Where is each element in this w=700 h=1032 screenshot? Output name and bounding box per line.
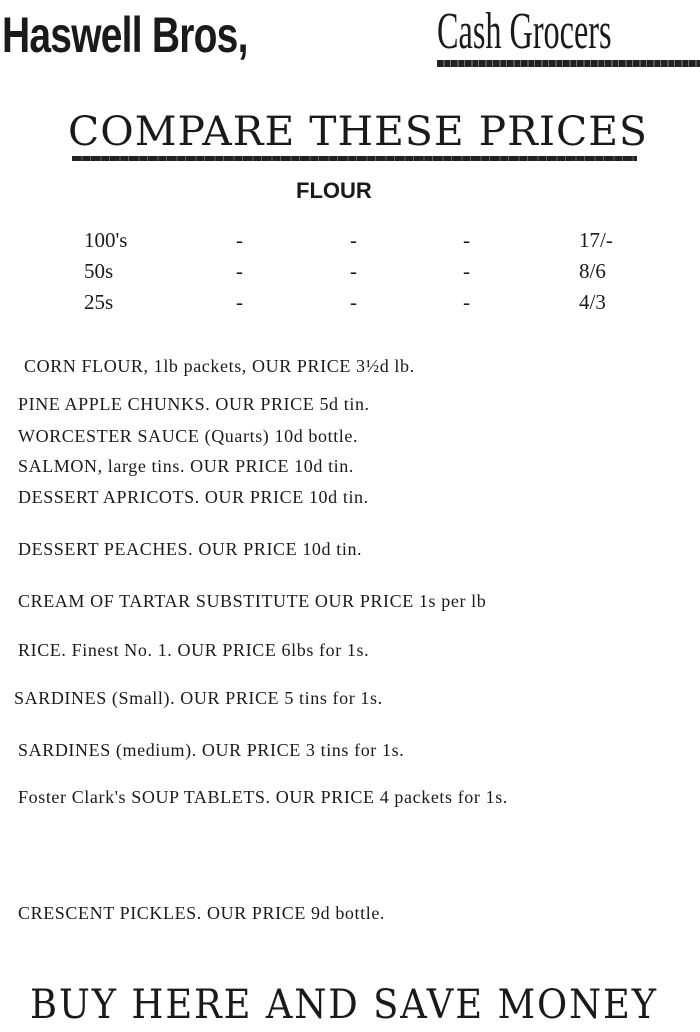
flour-size: 25s — [84, 290, 114, 314]
price-item: SARDINES (medium). OUR PRICE 3 tins for 1s. — [18, 740, 405, 760]
leader-dash: - — [350, 228, 357, 252]
price-item: CRESCENT PICKLES. OUR PRICE 9d bottle. — [18, 903, 386, 923]
price-item: PINE APPLE CHUNKS. OUR PRICE 5d tin. — [18, 394, 370, 414]
flour-section-title: FLOUR — [296, 178, 372, 203]
flour-price: 17/- — [579, 228, 613, 252]
leader-dash: - — [350, 290, 357, 314]
tagline-underline — [437, 60, 700, 67]
leader-dash: - — [236, 290, 243, 314]
price-item: DESSERT PEACHES. OUR PRICE 10d tin. — [18, 539, 363, 559]
flour-price-row — [0, 259, 700, 291]
leader-dash: - — [350, 259, 357, 283]
price-item: WORCESTER SAUCE (Quarts) 10d bottle. — [18, 426, 359, 446]
flour-price: 4/3 — [579, 290, 606, 314]
page-heading: COMPARE THESE PRICES — [68, 109, 649, 155]
flour-price: 8/6 — [579, 259, 606, 283]
leader-dash: - — [236, 259, 243, 283]
flour-price-row — [0, 290, 700, 322]
store-tagline: Cash Grocers — [437, 3, 612, 60]
flour-price-row — [0, 228, 700, 260]
leader-dash: - — [236, 228, 243, 252]
price-item: CREAM OF TARTAR SUBSTITUTE OUR PRICE 1s per lb — [18, 591, 487, 611]
price-item: Foster Clark's SOUP TABLETS. OUR PRICE 4 packets for 1s. — [18, 787, 508, 807]
leader-dash: - — [463, 228, 470, 252]
leader-dash: - — [463, 290, 470, 314]
price-item: RICE. Finest No. 1. OUR PRICE 6lbs for 1s. — [18, 640, 370, 660]
price-item: DESSERT APRICOTS. OUR PRICE 10d tin. — [18, 487, 369, 507]
footer-slogan: BUY HERE AND SAVE MONEY — [30, 982, 658, 1028]
flour-size: 50s — [84, 259, 114, 283]
price-item: SALMON, large tins. OUR PRICE 10d tin. — [18, 456, 354, 476]
flour-size: 100's — [84, 228, 128, 252]
store-name: Haswell Bros, — [2, 7, 248, 63]
price-item: SARDINES (Small). OUR PRICE 5 tins for 1s. — [14, 688, 383, 708]
price-item: CORN FLOUR, 1lb packets, OUR PRICE 3½d lb. — [24, 356, 415, 376]
leader-dash: - — [463, 259, 470, 283]
heading-underline — [72, 156, 637, 161]
